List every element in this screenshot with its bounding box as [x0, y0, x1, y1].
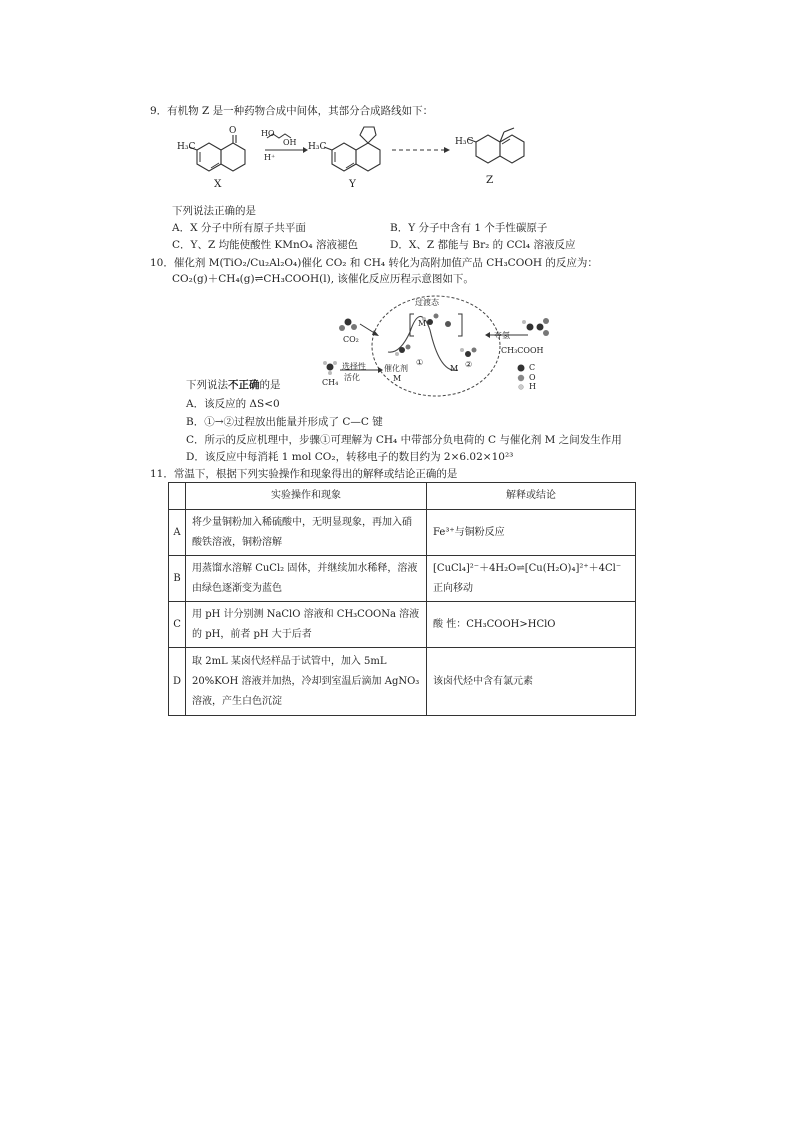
q9-prompt: 下列说法正确的是 — [172, 205, 256, 217]
m2-label: M — [450, 364, 459, 373]
q10-option-a: A．该反应的 ΔS<0 — [186, 398, 280, 410]
legend-c: C — [529, 363, 536, 372]
row-conclusion: 酸 性：CH₃COOH>HClO — [427, 602, 636, 648]
y-label: Y — [349, 178, 356, 190]
molecule-z — [452, 120, 532, 175]
z-ch3-label: H₃C — [455, 137, 474, 147]
q10-prompt — [186, 377, 281, 392]
catalyst-m-label: M — [393, 374, 402, 383]
x-ch3-label: H₃C — [177, 142, 196, 152]
co2-label: CO₂ — [343, 335, 359, 344]
q9-option-a: A．X 分子中所有原子共平面 — [172, 222, 306, 234]
dashed-arrow — [392, 145, 452, 155]
row-label: C — [169, 602, 186, 648]
catalyst-label: 催化剂 — [384, 364, 408, 373]
row-conclusion: 该卤代烃中含有氯元素 — [427, 648, 636, 716]
table-header-conclusion: 解释或结论 — [427, 483, 636, 510]
x-o-label: O — [229, 126, 237, 136]
row-operation: 用 pH 计分别测 NaClO 溶液和 CH₃COONa 溶液的 pH，前者 pH 大于后者 — [186, 602, 427, 648]
step2-label: ② — [465, 360, 473, 369]
q10-option-d: D．该反应中每消耗 1 mol CO₂，转移电子的数目约为 2×6.02×10²³ — [186, 451, 514, 463]
seize-h-label: 夺氢 — [494, 331, 510, 340]
z-label: Z — [486, 174, 494, 186]
select-label: 选择性 — [342, 362, 366, 371]
step1-label: ① — [416, 358, 424, 367]
table-header-row — [169, 483, 636, 510]
q10-prompt-bold: 不正确 — [228, 379, 260, 391]
row-label: B — [169, 556, 186, 602]
table-header-operation: 实验操作和现象 — [186, 483, 427, 510]
table-row — [169, 510, 636, 556]
row-operation: 将少量铜粉加入稀硫酸中，无明显现象，再加入硝酸铁溶液，铜粉溶解 — [186, 510, 427, 556]
row-conclusion: Fe³⁺与铜粉反应 — [427, 510, 636, 556]
q10-prompt-pre: 下列说法 — [186, 379, 228, 391]
transition-state-label: 过渡态 — [415, 298, 439, 307]
x-label: X — [214, 178, 222, 190]
ts-m-label: M — [418, 319, 427, 328]
q10-option-c: C．所示的反应机理中，步骤①可理解为 CH₄ 中带部分负电荷的 C 与催化剂 M 之间发生作用 — [186, 434, 622, 446]
q9-stem: 9．有机物 Z 是一种药物合成中间体，其部分合成路线如下： — [150, 105, 434, 117]
q10-prompt-post: 的是 — [259, 379, 281, 391]
legend-h: H — [529, 382, 536, 391]
activate-label: 活化 — [344, 373, 360, 382]
q10-equation: CO₂(g)＋CH₄(g)⇌CH₃COOH(l), 该催化反应历程示意图如下。 — [172, 273, 474, 285]
table-row — [169, 602, 636, 648]
q9-option-c: C．Y、Z 均能使酸性 KMnO₄ 溶液褪色 — [172, 239, 358, 251]
experiment-table — [168, 482, 636, 716]
row-operation: 用蒸馏水溶解 CuCl₂ 固体，并继续加水稀释，溶液由绿色逐渐变为蓝色 — [186, 556, 427, 602]
row-conclusion: [CuCl₄]²⁻＋4H₂O⇌[Cu(H₂O)₄]²⁺＋4Cl⁻ 正向移动 — [427, 556, 636, 602]
q10-option-b: B．①→②过程放出能量并形成了 C—C 键 — [186, 416, 383, 428]
ch4-label: CH₄ — [322, 378, 339, 387]
ho-label: HO — [261, 129, 275, 138]
molecule-y — [308, 125, 403, 180]
row-operation: 取 2mL 某卤代烃样品于试管中，加入 5mL 20%KOH 溶液并加热，冷却到室温后滴加 AgNO₃ 溶液，产生白色沉淀 — [186, 648, 427, 716]
q10-stem: 10．催化剂 M(TiO₂/Cu₂Al₂O₄)催化 CO₂ 和 CH₄ 转化为高附加值产品 CH₃COOH 的反应为： — [150, 257, 598, 269]
y-ch3-label: H₃C — [308, 142, 327, 152]
q9-option-d: D．X、Z 都能与 Br₂ 的 CCl₄ 溶液反应 — [390, 239, 576, 251]
row-label: D — [169, 648, 186, 716]
table-row — [169, 648, 636, 716]
table-header-blank — [169, 483, 186, 510]
molecule-x — [175, 128, 265, 178]
q11-stem: 11．常温下，根据下列实验操作和现象得出的解释或结论正确的是 — [150, 468, 458, 480]
legend-o: O — [529, 373, 536, 382]
product-label: CH₃COOH — [501, 346, 544, 355]
table-row — [169, 556, 636, 602]
oh-label: OH — [283, 138, 297, 147]
hplus-label: H⁺ — [264, 153, 276, 162]
row-label: A — [169, 510, 186, 556]
q9-option-b: B．Y 分子中含有 1 个手性碳原子 — [390, 222, 548, 234]
